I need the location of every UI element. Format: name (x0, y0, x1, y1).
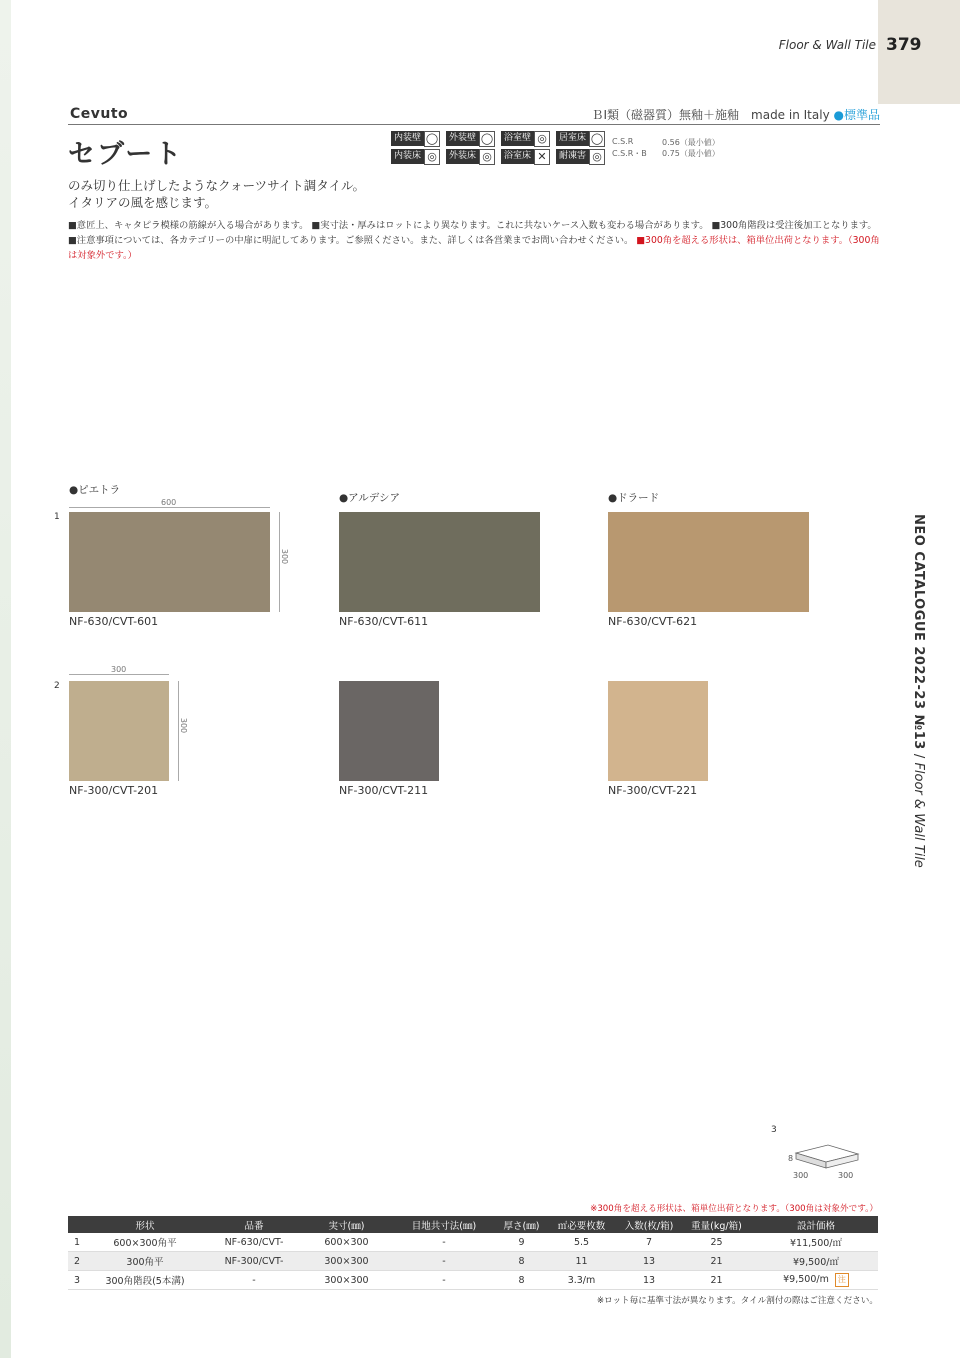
table-cell: 8 (499, 1271, 544, 1290)
usage-mark: ◎ (479, 149, 495, 165)
table-cell: - (204, 1271, 304, 1290)
usage-exterior-floor (446, 149, 495, 164)
table-cell: ¥11,500/㎡ (754, 1233, 878, 1252)
spec-table (68, 1216, 878, 1290)
usage-bathroom-floor (501, 149, 550, 164)
table-cell: 5.5 (544, 1233, 619, 1252)
table-cell: 8 (499, 1252, 544, 1271)
step-thickness-label: 8 (788, 1154, 794, 1163)
spine-category: Floor & Wall Tile (911, 762, 926, 868)
color-name-ardesia: ●アルデシア (339, 492, 401, 504)
product-name-jp: セブート (68, 139, 184, 170)
dimension-label-width: 600 (161, 498, 177, 507)
col-header: 形状 (86, 1216, 204, 1233)
tile-code: NF-630/CVT-611 (339, 615, 429, 628)
col-header: ㎡必要枚数 (544, 1216, 619, 1233)
col-header: 品番 (204, 1216, 304, 1233)
table-cell: 21 (679, 1271, 754, 1290)
table-cell: - (389, 1252, 499, 1271)
usage-mark: ◯ (425, 131, 439, 145)
col-header (68, 1216, 86, 1233)
usage-label: 耐凍害 (556, 149, 589, 164)
table-cell: 21 (679, 1252, 754, 1271)
col-header: 重量(kg/箱) (679, 1216, 754, 1233)
usage-label: 内装壁 (391, 131, 424, 146)
tile-swatch-pietra-300 (69, 681, 169, 781)
step-diagram-number: 3 (771, 1125, 777, 1135)
usage-mark: ◎ (534, 131, 550, 147)
step-depth-label: 300 (838, 1171, 854, 1180)
page-number: 379 (886, 35, 922, 55)
tile-swatch-dorado-600x300 (608, 512, 809, 612)
col-header: 入数(枚/箱) (619, 1216, 679, 1233)
product-spec-line (560, 106, 880, 123)
table-cell: 300×300 (304, 1271, 389, 1290)
tile-code: NF-300/CVT-201 (69, 784, 159, 797)
price-value: ¥9,500/m (783, 1274, 829, 1285)
usage-mark: ✕ (534, 149, 550, 165)
usage-interior-floor (391, 149, 440, 164)
usage-mark: ◎ (424, 149, 440, 165)
table-cell: 300角平 (86, 1252, 204, 1271)
col-header: 実寸(㎜) (304, 1216, 389, 1233)
tile-face (69, 512, 270, 612)
tile-swatch-pietra-600x300 (69, 512, 270, 612)
table-cell: 3.3/m (544, 1271, 619, 1290)
tile-code: NF-630/CVT-601 (69, 615, 159, 628)
table-cell: 600×300 (304, 1233, 389, 1252)
usage-exterior-wall (446, 131, 495, 146)
tile-swatch-ardesia-300 (339, 681, 439, 781)
usage-mark: ◯ (590, 131, 604, 145)
table-cell (754, 1271, 878, 1290)
row-number: 2 (54, 681, 60, 691)
usage-label: 外装壁 (446, 131, 479, 146)
dimension-line-width (69, 674, 169, 675)
standard-label: 標準品 (843, 108, 880, 122)
usage-bathroom-wall (501, 131, 550, 146)
col-header: 目地共寸法(㎜) (389, 1216, 499, 1233)
table-cell: - (389, 1233, 499, 1252)
usage-mark: ◎ (589, 149, 605, 165)
table-cell: 9 (499, 1233, 544, 1252)
tile-face (69, 681, 169, 781)
color-name-pietra: ●ピエトラ (69, 484, 121, 496)
dimension-line-width (69, 507, 270, 508)
csr-value: 0.56（最小値） (662, 138, 720, 147)
table-header-row (68, 1216, 878, 1233)
tile-code: NF-630/CVT-621 (608, 615, 698, 628)
usage-label: 内装床 (391, 149, 424, 164)
table-row (68, 1271, 878, 1290)
table-cell: 3 (68, 1271, 86, 1290)
catalogue-spine (906, 514, 930, 868)
dimension-label-width: 300 (111, 665, 127, 674)
tile-swatch-ardesia-600x300 (339, 512, 540, 612)
dimension-label-height: 300 (280, 548, 290, 565)
table-cell: 13 (619, 1271, 679, 1290)
col-header: 設計価格 (754, 1216, 878, 1233)
row-number: 1 (54, 512, 60, 522)
dimension-label-height: 300 (179, 717, 189, 734)
spine-text (911, 514, 926, 868)
tile-face (339, 681, 439, 781)
usage-label: 浴室壁 (501, 131, 534, 146)
tile-code: NF-300/CVT-211 (339, 784, 429, 797)
product-description (68, 177, 365, 211)
header-category: Floor & Wall Tile (778, 38, 876, 52)
notes-text: ■意匠上、キャタピラ模様の筋線が入る場合があります。 ■実寸法・厚みはロットにより異なります。これに共ないケース入数も変わる場合があります。 ■300角階段は受注後加工となります。 ■注意事項については、各カテゴリーの中扉に明記してあります。ご参照ください。また、詳しくは各営業までお問い合わせください。 (68, 220, 877, 246)
table-cell: ¥9,500/㎡ (754, 1252, 878, 1271)
table-cell: 300角階段(5本溝) (86, 1271, 204, 1290)
color-name-dorado: ●ドラード (608, 492, 660, 504)
usage-label: 居室床 (556, 131, 589, 146)
usage-living-floor (556, 131, 605, 146)
csr-b-label: C.S.R・B (612, 149, 647, 158)
usage-label: 外装床 (446, 149, 479, 164)
table-cell: 2 (68, 1252, 86, 1271)
step-width-label: 300 (793, 1171, 809, 1180)
table-cell: 7 (619, 1233, 679, 1252)
table-cell: 25 (679, 1233, 754, 1252)
product-spec: ＢⅠ類（磁器質）無釉＋施釉 made in Italy (591, 108, 830, 122)
description-line: のみ切り仕上げしたようなクォーツサイト調タイル。 (68, 178, 366, 193)
tile-face (608, 512, 809, 612)
tile-face (339, 512, 540, 612)
table-row (68, 1233, 878, 1252)
table-cell: 600×300角平 (86, 1233, 204, 1252)
description-line: イタリアの風を感じます。 (68, 195, 218, 210)
csr-b-value: 0.75（最小値） (662, 149, 720, 158)
table-cell: 13 (619, 1252, 679, 1271)
usage-mark: ◯ (480, 131, 494, 145)
spine-separator: / (911, 749, 926, 763)
title-divider (68, 124, 880, 125)
table-row (68, 1252, 878, 1271)
tile-face (608, 681, 708, 781)
made-to-order-badge: 注 (835, 1273, 849, 1287)
col-header: 厚さ(㎜) (499, 1216, 544, 1233)
product-name-en: Cevuto (70, 106, 129, 122)
table-cell: NF-630/CVT- (204, 1233, 304, 1252)
page-edge-strip (0, 0, 11, 1358)
table-note-top: ※300角を超える形状は、箱単位出荷となります。（300角は対象外です。） (590, 1204, 878, 1214)
table-cell: 300×300 (304, 1252, 389, 1271)
tile-code: NF-300/CVT-221 (608, 784, 698, 797)
usage-frost-resistance (556, 149, 605, 164)
spine-catalogue-name: NEO CATALOGUE 2022-23 №13 (911, 514, 926, 750)
notes-red: ■300角を超える形状は、箱単位出荷となります。（300角は対象外です。） (68, 235, 880, 261)
table-note-bottom: ※ロット毎に基準寸法が異なります。タイル割付の際はご注意ください。 (596, 1296, 878, 1306)
standard-dot-icon: ● (833, 108, 844, 122)
table-cell: NF-300/CVT- (204, 1252, 304, 1271)
usage-label: 浴室床 (501, 149, 534, 164)
table-cell: 11 (544, 1252, 619, 1271)
usage-interior-wall (391, 131, 440, 146)
product-notes (68, 218, 880, 263)
tile-swatch-dorado-300 (608, 681, 708, 781)
table-cell: 1 (68, 1233, 86, 1252)
table-cell: - (389, 1271, 499, 1290)
csr-label: C.S.R (612, 137, 634, 146)
